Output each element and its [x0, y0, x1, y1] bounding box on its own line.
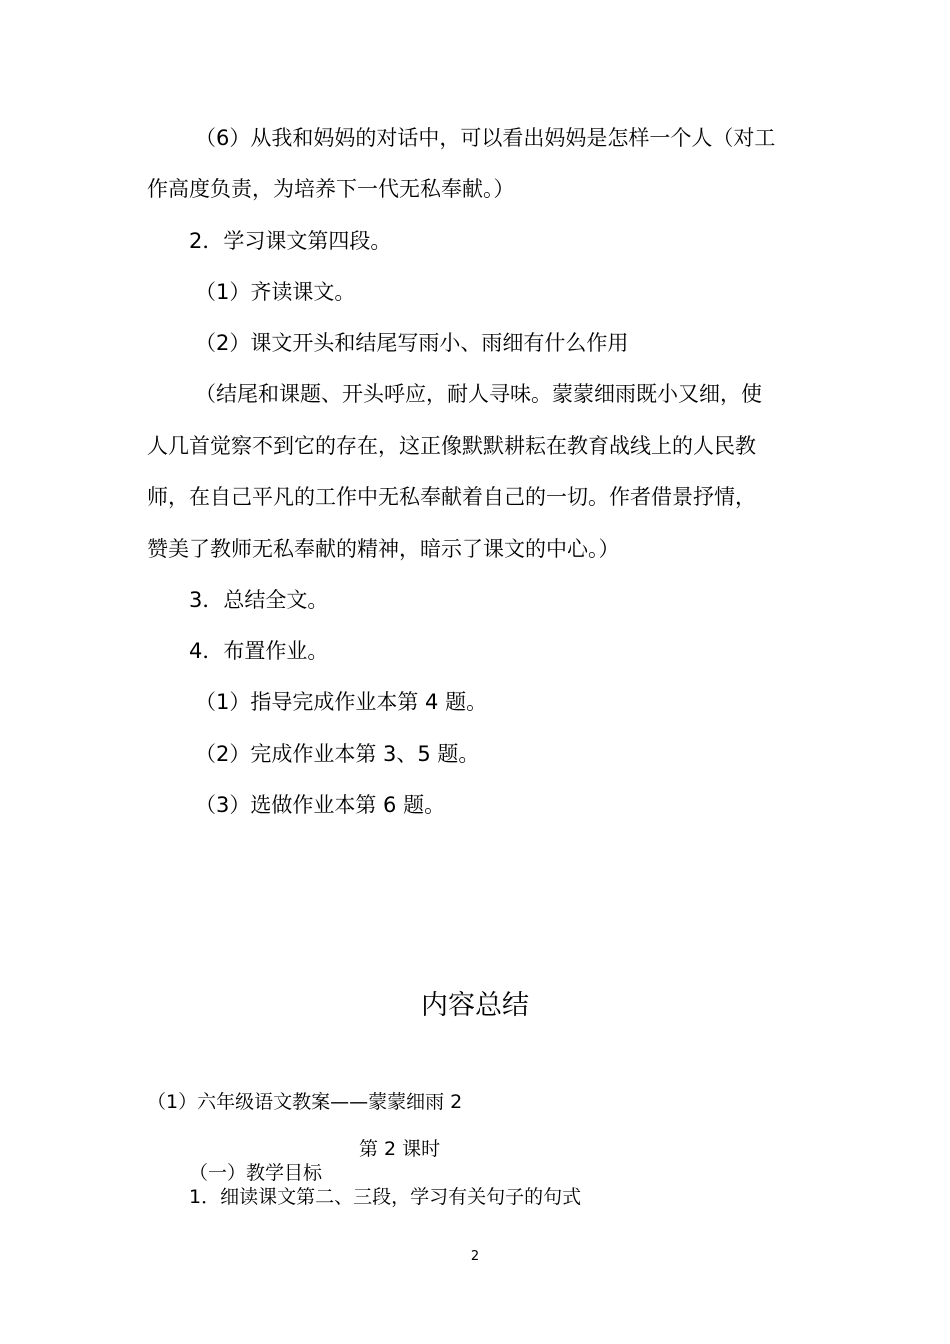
body-line-7: 人几首觉察不到它的存在，这正像默默耕耘在教育战线上的人民教 [147, 434, 756, 458]
body-line-10: 3．总结全文。 [189, 588, 329, 612]
body-line-8: 师，在自己平凡的工作中无私奉献着自己的一切。作者借景抒情， [147, 485, 756, 509]
body-line-9: 赞美了教师无私奉献的精神，暗示了课文的中心。） [147, 537, 620, 561]
body-line-12: （1）指导完成作业本第 4 题。 [195, 690, 488, 714]
body-line-5: （2）课文开头和结尾写雨小、雨细有什么作用 [195, 331, 629, 355]
page-number: 2 [470, 1249, 480, 1264]
body-line-1: （6）从我和妈妈的对话中，可以看出妈妈是怎样一个人（对工 [195, 126, 776, 150]
summary-line-4: 1．细读课文第二、三段，学习有关句子的句式 [189, 1186, 582, 1208]
body-line-14: （3）选做作业本第 6 题。 [195, 793, 446, 817]
body-line-11: 4．布置作业。 [189, 639, 329, 663]
summary-heading: 内容总结 [421, 990, 529, 1021]
body-line-2: 作高度负责，为培养下一代无私奉献。） [147, 177, 515, 201]
body-line-13: （2）完成作业本第 3、5 题。 [195, 742, 480, 766]
body-line-3: 2．学习课文第四段。 [189, 229, 392, 253]
summary-line-1: （1）六年级语文教案——蒙蒙细雨 2 [147, 1091, 463, 1113]
body-line-6: （结尾和课题、开头呼应，耐人寻味。蒙蒙细雨既小又细，使 [195, 382, 762, 406]
body-line-4: （1）齐读课文。 [195, 280, 356, 304]
summary-line-3: （一）教学目标 [189, 1162, 323, 1184]
summary-line-2: 第 2 课时 [359, 1138, 441, 1160]
